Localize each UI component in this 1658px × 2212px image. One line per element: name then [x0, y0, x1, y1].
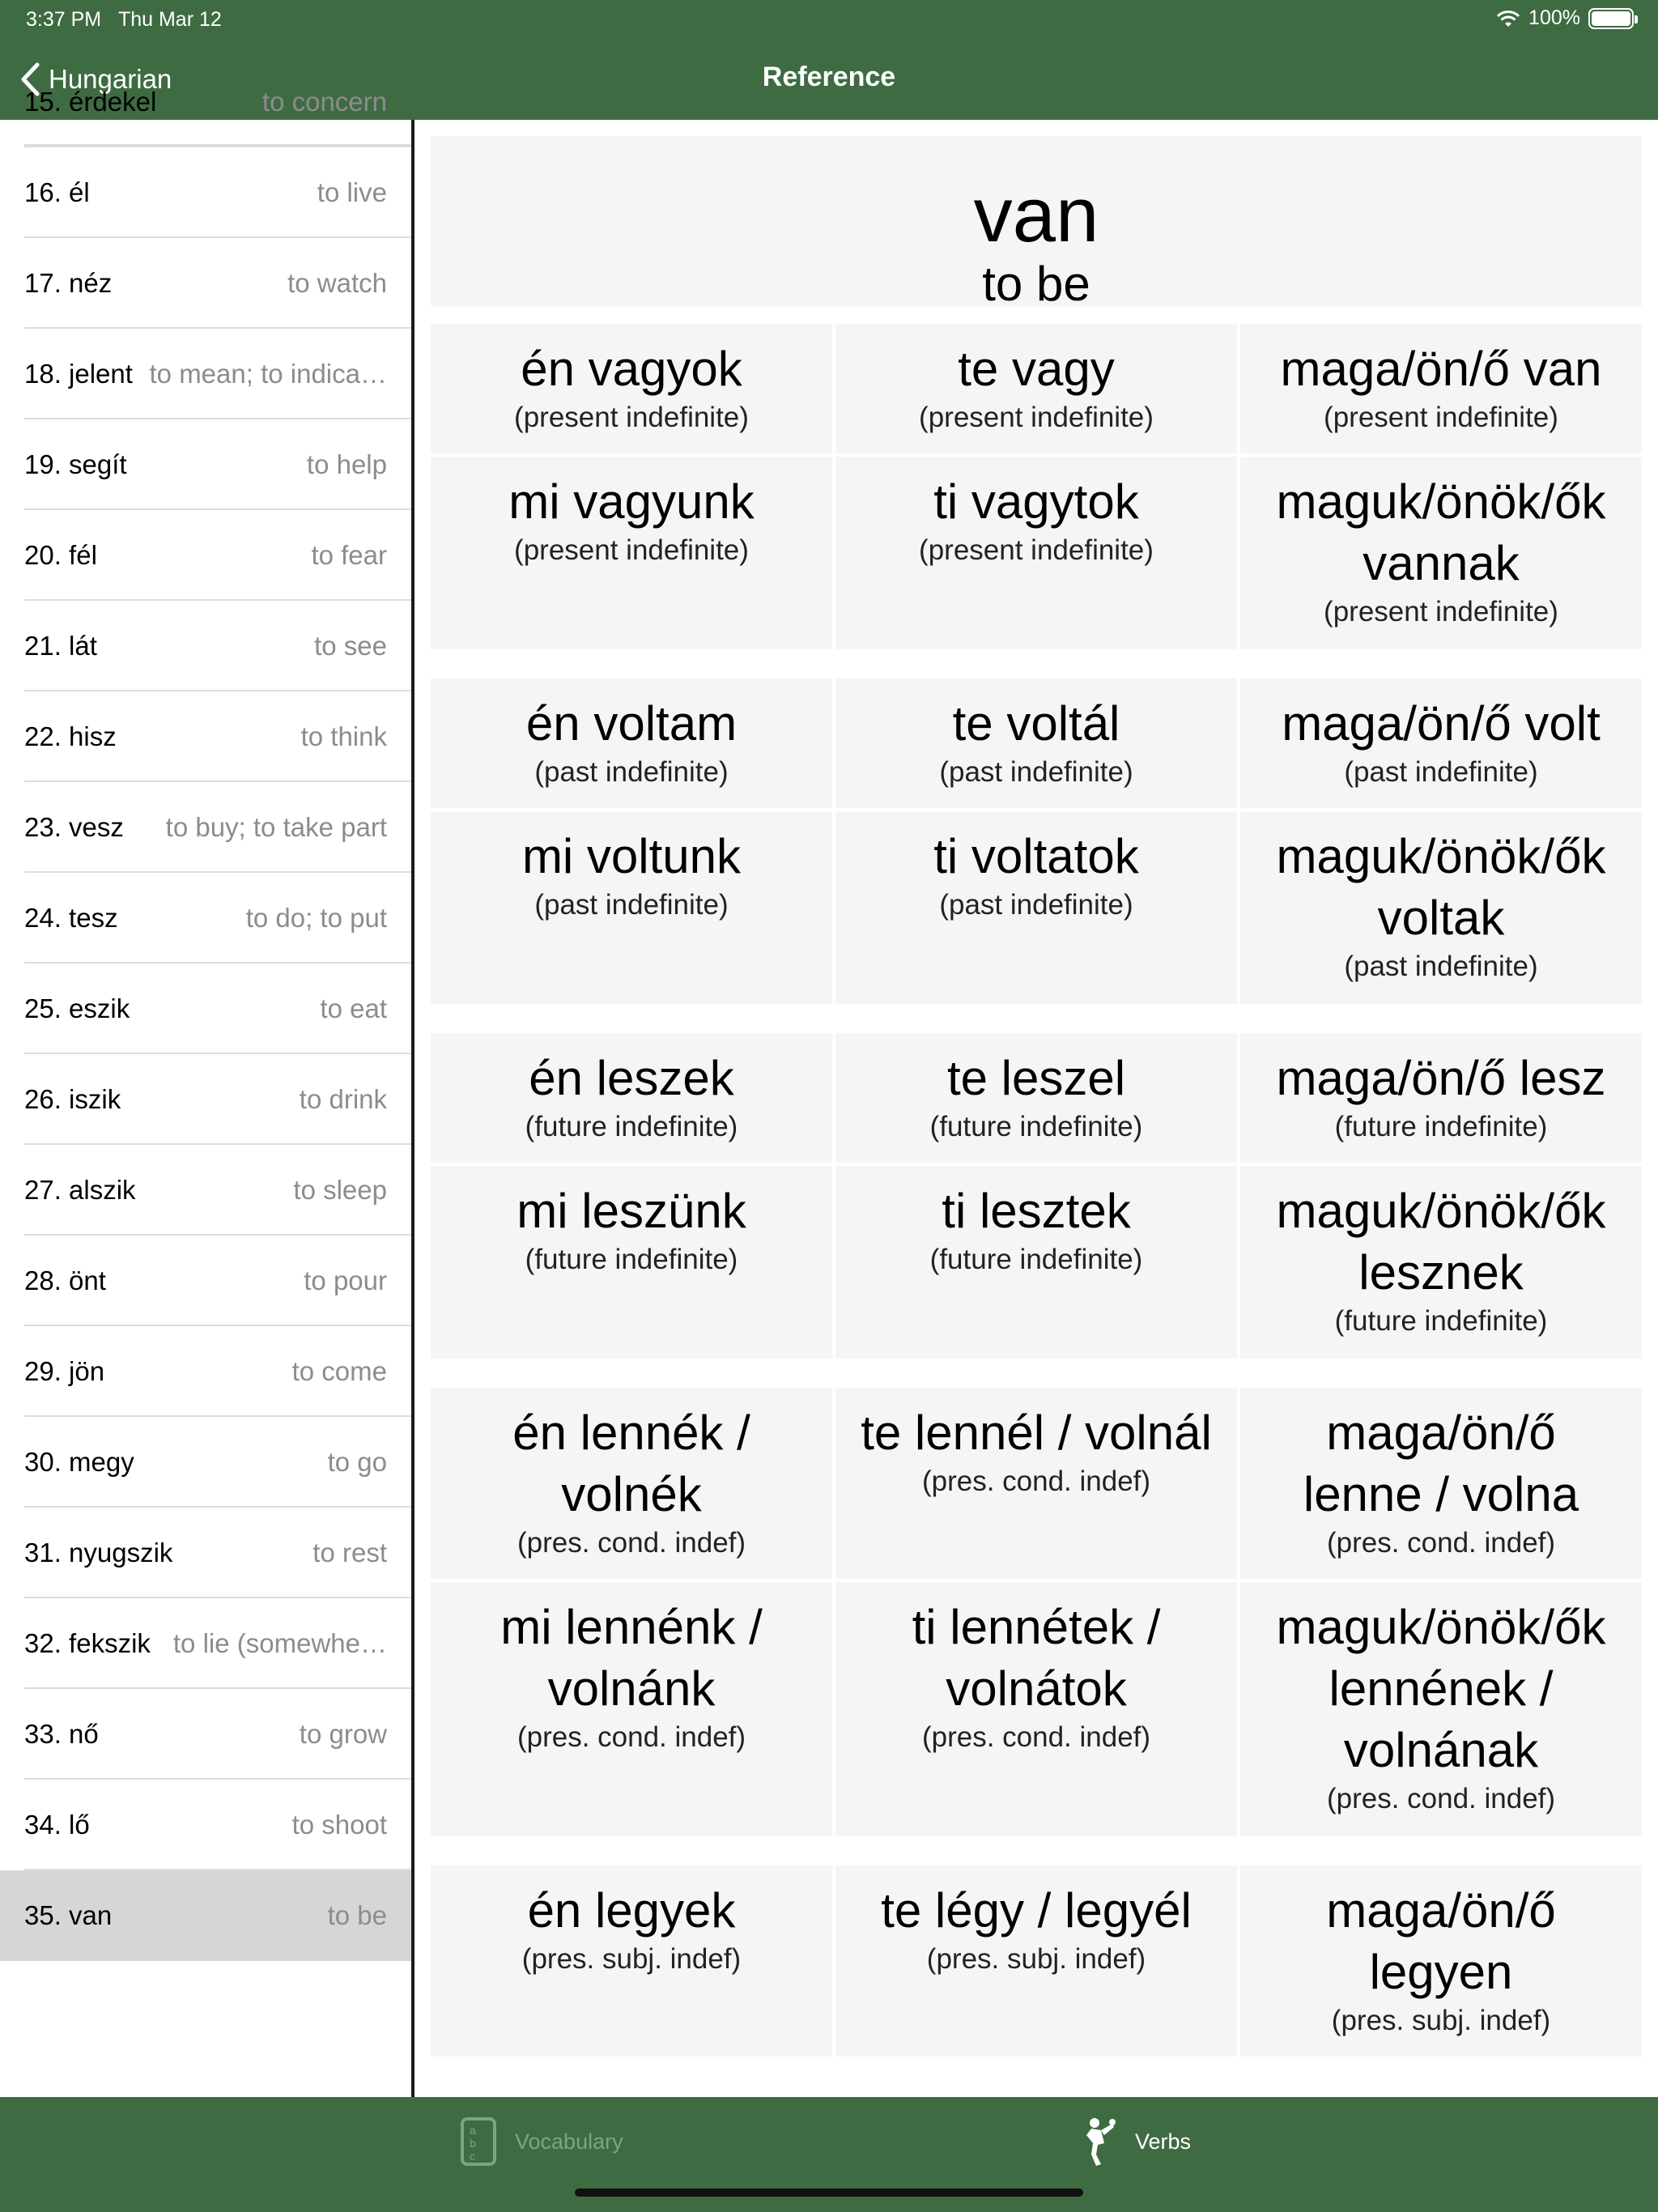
verb-name: 20. fél: [24, 540, 97, 570]
tense-label: (present indefinite): [514, 402, 749, 433]
verb-name: 32. fekszik: [24, 1628, 151, 1658]
tense-label: (past indefinite): [534, 889, 729, 921]
svg-text:b: b: [470, 2137, 476, 2150]
verb-name: 25. eszik: [24, 993, 130, 1023]
conjugation-cell: [1240, 1582, 1642, 1836]
tab-vocabulary-label: Vocabulary: [515, 2129, 623, 2154]
list-item[interactable]: [0, 1780, 411, 1870]
verb-name: 30. megy: [24, 1447, 134, 1477]
verb-name: 23. vesz: [24, 812, 124, 842]
verb-meaning: to live: [317, 177, 387, 207]
vocabulary-cards-icon: [460, 2116, 497, 2167]
tense-label: (pres. subj. indef): [926, 1943, 1146, 1975]
list-item[interactable]: [0, 1054, 411, 1145]
conjugated-form: volnának: [1343, 1723, 1539, 1777]
verb-meaning: to grow: [299, 1719, 387, 1749]
conjugated-form: maguk/önök/ők: [1276, 1184, 1606, 1238]
tense-label: (pres. cond. indef): [1326, 1527, 1556, 1559]
conjugated-form: ti vagytok: [933, 474, 1139, 529]
verb-meaning: to mean; to indica…: [149, 359, 387, 389]
list-item[interactable]: [0, 1598, 411, 1689]
verb-meaning: to eat: [320, 993, 387, 1023]
verb-meaning: to drink: [299, 1084, 387, 1114]
verb-name: 18. jelent: [24, 359, 133, 389]
tense-label: (present indefinite): [919, 402, 1154, 433]
conjugation-cell: [835, 1033, 1237, 1163]
conjugated-form: én vagyok: [521, 342, 742, 396]
conjugated-form: voltak: [1377, 891, 1505, 945]
tense-label: (future indefinite): [525, 1111, 738, 1142]
verb-meaning: to do; to put: [245, 903, 387, 933]
conjugated-form: maguk/önök/ők: [1276, 1600, 1606, 1654]
tense-label: (past indefinite): [1344, 756, 1538, 788]
back-label: Hungarian: [49, 64, 172, 94]
tense-label: (present indefinite): [919, 534, 1154, 566]
battery-percent: 100%: [1528, 6, 1580, 29]
conjugated-form: te lennél / volnál: [861, 1406, 1212, 1460]
verb-meaning: to rest: [312, 1538, 387, 1568]
conjugated-form: te vagy: [958, 342, 1115, 396]
conjugated-form: lenne / volna: [1303, 1467, 1579, 1521]
conjugation-cell: [431, 1166, 832, 1359]
conjugation-cell: [1240, 457, 1642, 649]
conjugated-form: maguk/önök/ők: [1276, 829, 1606, 883]
home-indicator: [575, 2189, 1083, 2197]
conjugation-cell: [431, 1033, 832, 1163]
conjugated-form: legyen: [1369, 1945, 1513, 1999]
conjugation-cell: [1240, 811, 1642, 1004]
conjugated-form: te légy / legyél: [881, 1883, 1192, 1938]
conjugation-reference[interactable]: [414, 120, 1658, 2097]
conjugation-cell: [835, 457, 1237, 649]
conjugation-cell: [835, 678, 1237, 808]
tense-label: (pres. cond. indef): [517, 1527, 746, 1559]
conjugation-cell: [1240, 1033, 1642, 1163]
verb-name: 24. tesz: [24, 903, 118, 933]
verb-name: 19. segít: [24, 449, 127, 479]
conjugation-cell: [1240, 1388, 1642, 1579]
verb-name: 28. önt: [24, 1266, 106, 1295]
conjugated-form: mi vagyunk: [508, 474, 755, 529]
tense-label: (past indefinite): [534, 756, 729, 788]
conjugation-cell: [431, 1582, 832, 1836]
conjugated-form: maga/ön/ő: [1326, 1406, 1556, 1460]
status-indicators: [1496, 6, 1634, 30]
verb-name: 31. nyugszik: [24, 1538, 173, 1568]
conjugation-cell: [1240, 1865, 1642, 2057]
header-verb: van: [973, 172, 1099, 258]
page-title: Reference: [762, 62, 896, 92]
status-clock: 3:37 PM: [26, 8, 102, 31]
conjugation-cell: [431, 1865, 832, 2057]
tense-label: (present indefinite): [1324, 402, 1558, 433]
conjugated-form: maga/ön/ő volt: [1282, 696, 1601, 751]
verb-name: 15. érdekel: [24, 87, 157, 117]
tense-label: (future indefinite): [929, 1111, 1143, 1142]
list-item[interactable]: [0, 419, 411, 510]
verb-meaning: to pour: [304, 1266, 387, 1295]
list-item[interactable]: [0, 1326, 411, 1417]
list-item[interactable]: [0, 238, 411, 329]
verb-meaning: to sleep: [293, 1175, 387, 1205]
conjugated-form: te voltál: [952, 696, 1120, 751]
tense-label: (present indefinite): [1324, 596, 1558, 627]
conjugation-cell: [1240, 678, 1642, 808]
conjugated-form: maga/ön/ő lesz: [1276, 1051, 1606, 1105]
battery-icon: [1588, 8, 1634, 29]
wifi-icon: [1496, 9, 1520, 28]
verb-name: 35. van: [24, 1900, 113, 1930]
list-item[interactable]: [0, 1689, 411, 1780]
verb-meaning: to think: [300, 721, 387, 751]
verb-name: 34. lő: [24, 1810, 90, 1840]
conjugated-form: vannak: [1363, 536, 1520, 590]
list-item[interactable]: [0, 57, 411, 147]
tab-verbs[interactable]: [1080, 2113, 1191, 2170]
tab-vocabulary[interactable]: [460, 2113, 623, 2170]
list-item[interactable]: [0, 873, 411, 963]
conjugated-form: mi leszünk: [517, 1184, 746, 1238]
verb-meaning: to shoot: [291, 1810, 387, 1840]
tense-label: (past indefinite): [939, 756, 1133, 788]
conjugation-cell: [835, 1388, 1237, 1579]
conjugated-form: volnék: [561, 1467, 702, 1521]
status-date: Thu Mar 12: [117, 8, 222, 31]
conjugation-cell: [835, 1865, 1237, 2057]
list-item[interactable]: [0, 1508, 411, 1598]
list-item[interactable]: [0, 1145, 411, 1236]
conjugation-cell: [431, 324, 832, 453]
conjugation-cell: [431, 457, 832, 649]
conjugated-form: ti voltatok: [933, 829, 1139, 883]
conjugated-form: lennének /: [1329, 1661, 1554, 1716]
header-meaning: to be: [982, 257, 1090, 311]
verb-header: [431, 136, 1642, 311]
verb-meaning: to help: [306, 449, 387, 479]
conjugated-form: én lennék /: [512, 1406, 750, 1460]
verb-meaning: to come: [291, 1356, 387, 1386]
conjugated-form: én legyek: [527, 1883, 736, 1938]
conjugated-form: mi lennénk /: [500, 1600, 763, 1654]
verb-meaning: to see: [314, 631, 387, 661]
verb-meaning: to go: [327, 1447, 387, 1477]
conjugated-form: ti lesztek: [942, 1184, 1131, 1238]
svg-text:a: a: [470, 2124, 476, 2137]
conjugated-form: maga/ön/ő van: [1280, 342, 1602, 396]
list-item[interactable]: [0, 963, 411, 1054]
verb-name: 21. lát: [24, 631, 97, 661]
list-item[interactable]: [0, 1417, 411, 1508]
verb-meaning: to lie (somewhe…: [172, 1628, 387, 1658]
list-item[interactable]: [0, 691, 411, 782]
tense-label: (future indefinite): [1334, 1305, 1548, 1337]
tense-label: (future indefinite): [1334, 1111, 1548, 1142]
verb-meaning: to be: [327, 1900, 387, 1930]
conjugation-cell: [1240, 324, 1642, 453]
conjugated-form: én voltam: [525, 696, 738, 751]
conjugation-cell: [835, 1166, 1237, 1359]
status-time: [26, 8, 222, 32]
tab-verbs-label: Verbs: [1135, 2129, 1192, 2154]
conjugated-form: maguk/önök/ők: [1276, 474, 1606, 529]
tense-label: (pres. cond. indef): [921, 1721, 1151, 1753]
conjugation-cell: [1240, 1166, 1642, 1359]
verb-meaning: to fear: [311, 540, 387, 570]
conjugation-cell: [835, 1582, 1237, 1836]
verb-name: 16. él: [24, 177, 90, 207]
verb-name: 33. nő: [24, 1719, 99, 1749]
verb-name: 27. alszik: [24, 1175, 136, 1205]
verb-name: 29. jön: [24, 1356, 105, 1386]
tense-label: (future indefinite): [525, 1244, 738, 1275]
verb-name: 22. hisz: [24, 721, 117, 751]
list-item[interactable]: [0, 329, 411, 419]
conjugated-form: lesznek: [1358, 1245, 1524, 1300]
tense-label: (present indefinite): [514, 534, 749, 566]
verb-name: 26. iszik: [24, 1084, 121, 1114]
svg-text:c: c: [470, 2150, 475, 2163]
list-item[interactable]: [0, 782, 411, 873]
conjugation-cell: [431, 811, 832, 1004]
conjugated-form: maga/ön/ő: [1326, 1883, 1556, 1938]
conjugated-form: ti lennétek /: [912, 1600, 1161, 1654]
list-item[interactable]: [0, 147, 411, 238]
tense-label: (pres. cond. indef): [1326, 1783, 1556, 1814]
conjugated-form: mi voltunk: [521, 829, 742, 883]
conjugation-cell: [835, 324, 1237, 453]
conjugation-cell: [431, 1388, 832, 1579]
verb-meaning: to watch: [287, 268, 387, 298]
tense-label: (pres. cond. indef): [517, 1721, 746, 1753]
list-item[interactable]: [0, 1870, 411, 1961]
list-item[interactable]: [0, 1236, 411, 1326]
verb-meaning: to concern: [261, 87, 387, 117]
conjugated-form: volnánk: [547, 1661, 716, 1716]
verb-meaning: to buy; to take part: [165, 812, 387, 842]
list-item[interactable]: [0, 510, 411, 601]
tense-label: (pres. subj. indef): [521, 1943, 742, 1975]
list-item[interactable]: [0, 601, 411, 691]
tense-label: (pres. subj. indef): [1331, 2005, 1551, 2036]
conjugated-form: te leszel: [946, 1051, 1126, 1105]
discus-thrower-icon: [1080, 2116, 1117, 2167]
tense-label: (past indefinite): [939, 889, 1133, 921]
verb-list[interactable]: [0, 87, 414, 2097]
conjugated-form: én leszek: [529, 1051, 734, 1105]
conjugation-cell: [431, 678, 832, 808]
conjugated-form: volnátok: [946, 1661, 1127, 1716]
tense-label: (future indefinite): [929, 1244, 1143, 1275]
conjugation-cell: [835, 811, 1237, 1004]
tense-label: (pres. cond. indef): [921, 1465, 1151, 1497]
verb-name: 17. néz: [24, 268, 113, 298]
tense-label: (past indefinite): [1344, 951, 1538, 982]
